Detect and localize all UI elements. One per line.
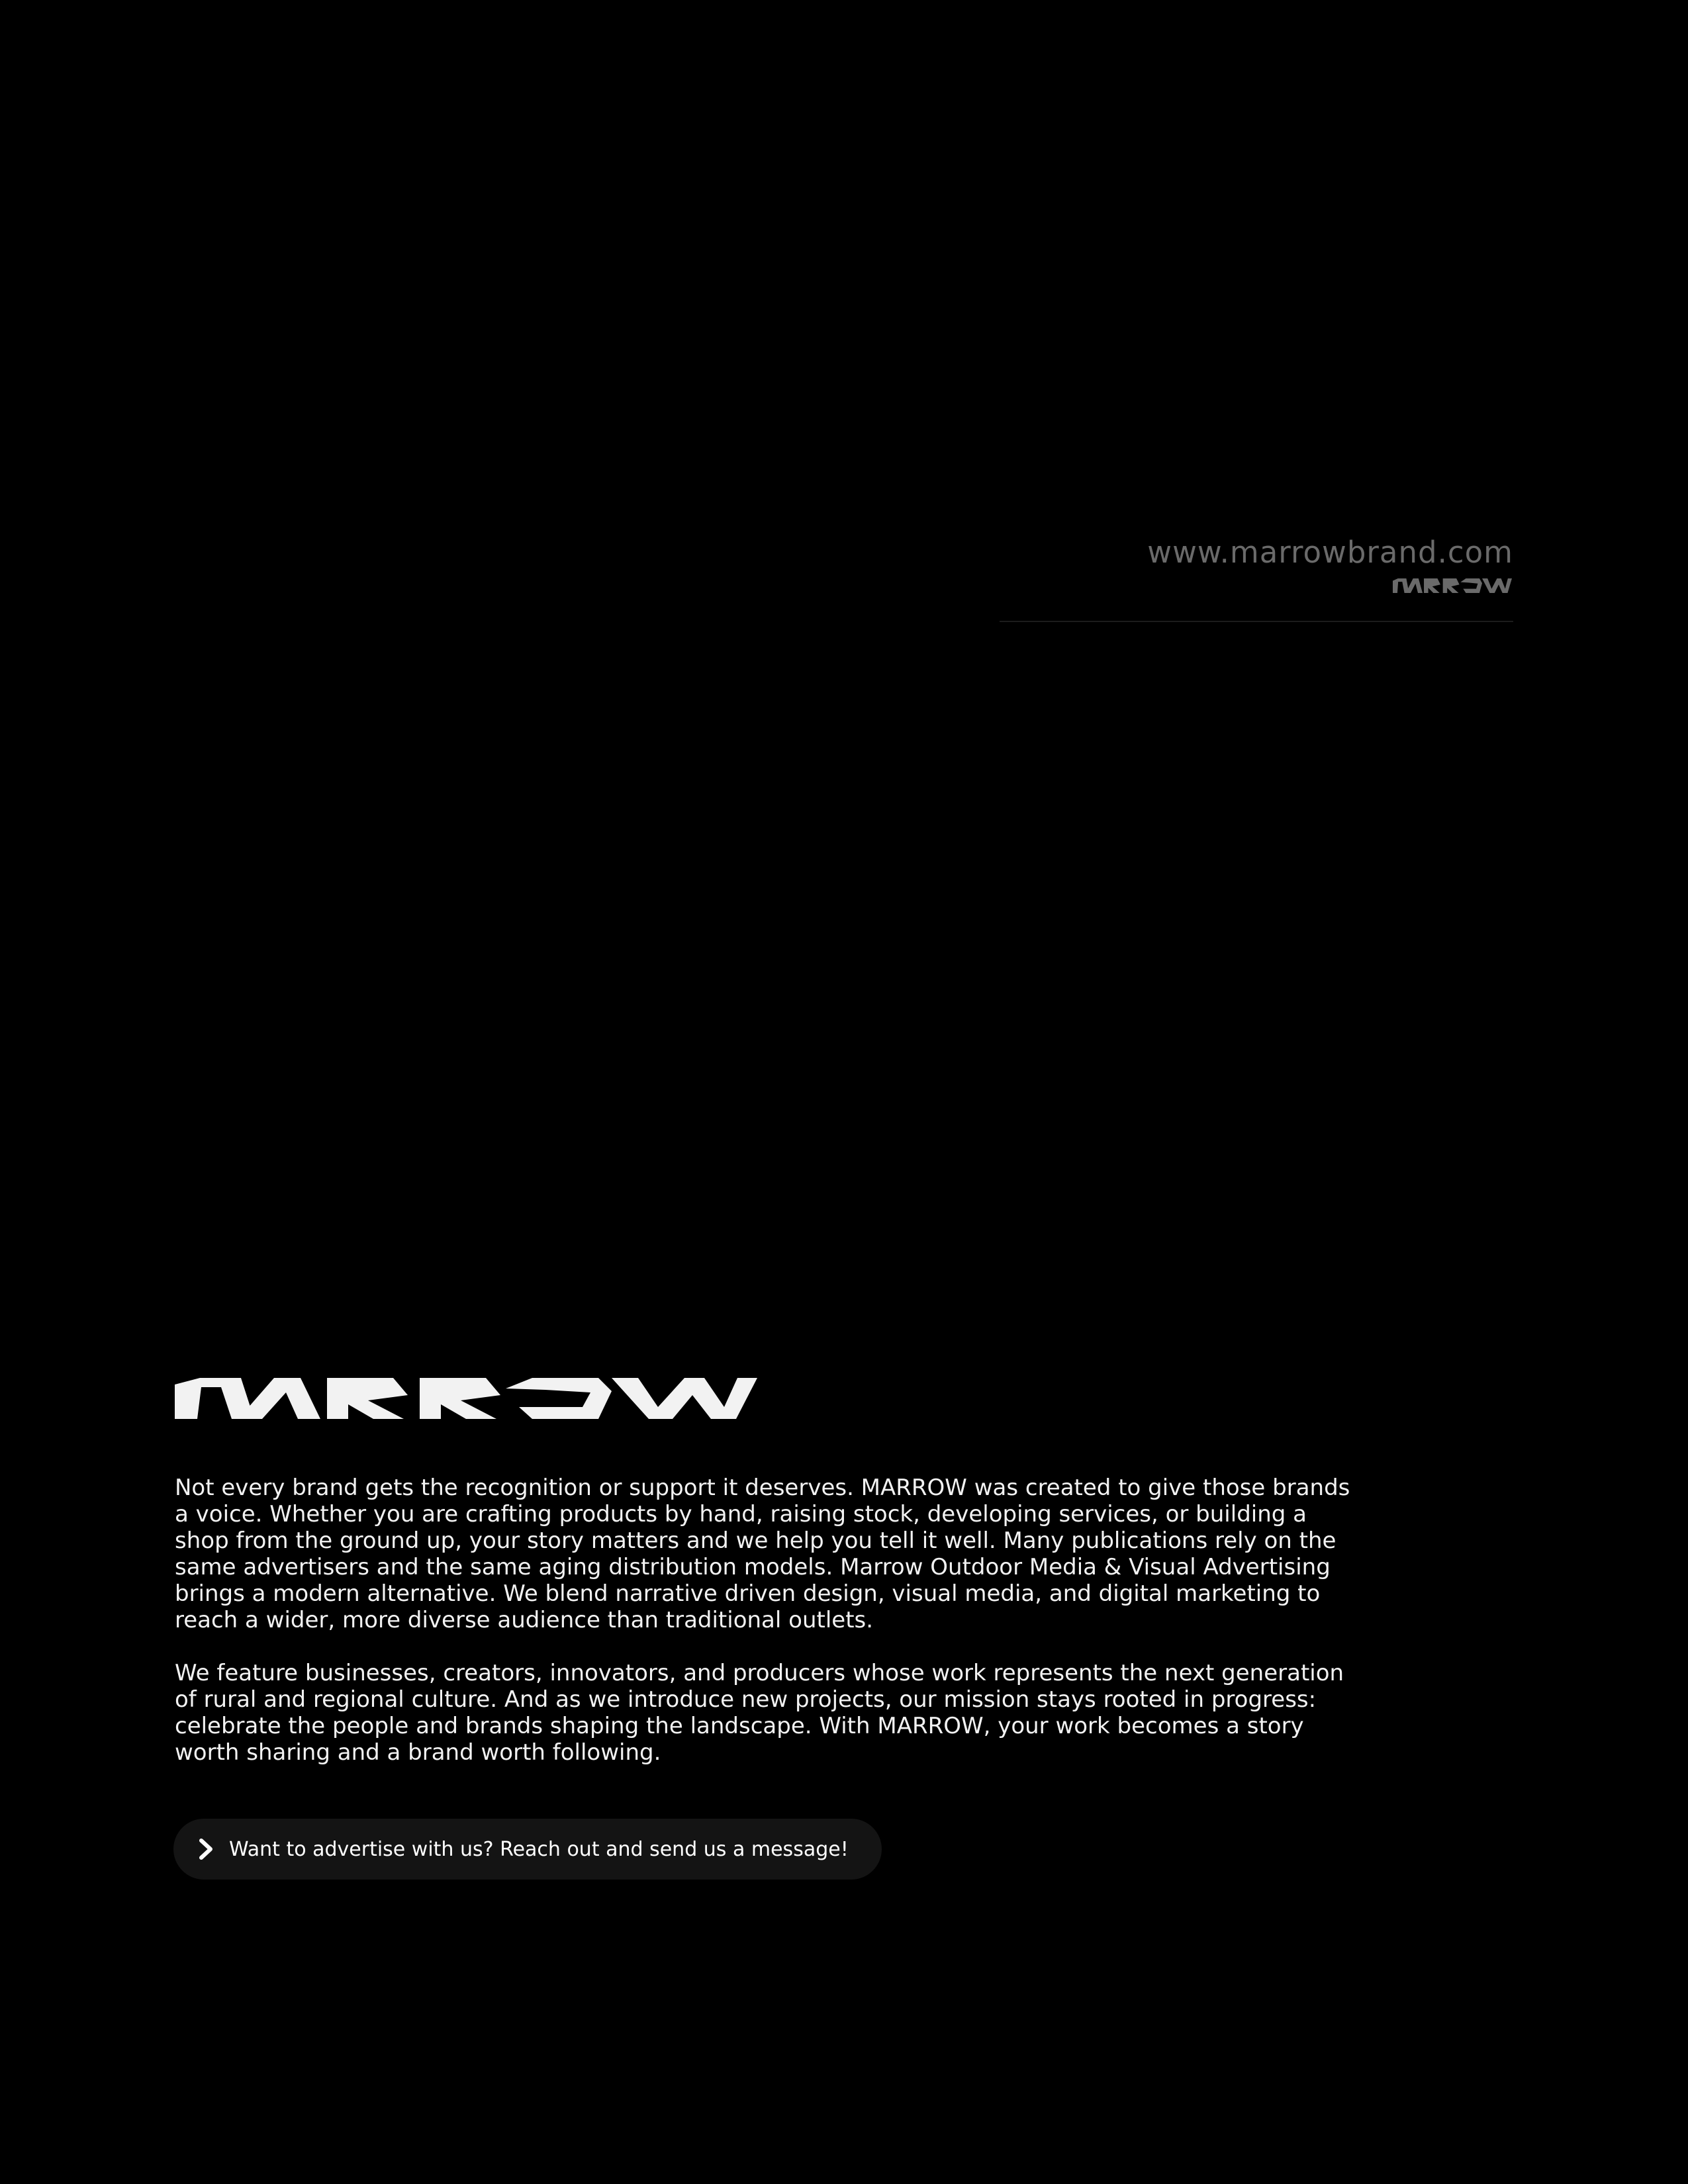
advertise-contact-label: Want to advertise with us? Reach out and send us a message! <box>229 1837 849 1861</box>
chevron-right-icon <box>197 1838 214 1860</box>
website-url[interactable]: www.marrowbrand.com <box>1147 535 1513 570</box>
about-text <box>175 1475 1366 1792</box>
header-divider <box>1000 621 1513 622</box>
advertise-contact-button[interactable] <box>173 1819 882 1880</box>
about-paragraph-1: Not every brand gets the recognition or support it deserves. MARROW was created to give those brands a voice. Whether you are crafting products by hand, raising stock, developing services, or building a shop from the ground up, your story matters and we help you tell it well. Many publications rely on the same advertisers and the same aging distribution models. Marrow Outdoor Media & Visual Advertising brings a modern alternative. We blend narrative driven design, visual media, and digital marketing to reach a wider, more diverse audience than traditional outlets. <box>175 1475 1350 1633</box>
marrow-logo <box>175 1378 757 1419</box>
about-paragraph-2: We feature businesses, creators, innovators, and producers whose work represents the next generation of rural and regional culture. And as we introduce new projects, our mission stays rooted in progress: celebrate the people and brands shaping the landscape. With MARROW, your work becomes a story worth sharing and a brand worth following. <box>175 1660 1344 1766</box>
marrow-small-logo <box>1393 578 1512 593</box>
